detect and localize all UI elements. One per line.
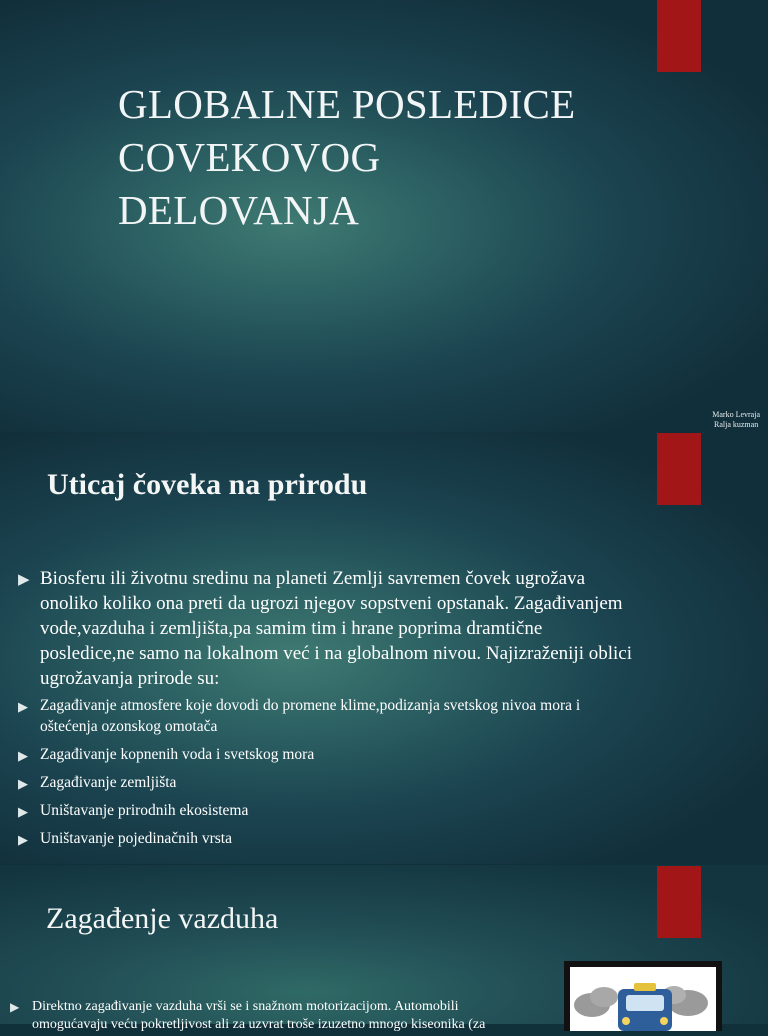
slide-heading: Uticaj čoveka na prirodu [47, 468, 368, 501]
slide-uticaj [0, 432, 768, 864]
bullet-text: Zagađivanje atmosfere koje dovodi do promene klime,podizanja svetskog nivoa mora i oštećenja ozonskog omotača [40, 697, 581, 735]
author-name: Ralja kuzman [714, 420, 759, 429]
slide-zagadjenje-vazduha [0, 865, 768, 1032]
title-line: COVEKOVOG [118, 134, 381, 180]
car-illustration-icon [570, 967, 716, 1031]
bullet-text: Uništavanje pojedinačnih vrsta [40, 830, 232, 847]
bullet-text: Biosferu ili životnu sredinu na planeti Zemlji savremen čovek ugrožava onoliko koliko ona preti da ugrozi njegov sopstveni opstanak. Zagađivanjem vode,vazduha i zemljišta,pa samim tim i hrane poprima dramtične posledice,ne samo na lokalnom već i na globalnom nivou. Najizraženiji oblici ugrožavanja prirode su: [40, 568, 632, 689]
triangle-bullet-icon: ▶ [18, 776, 28, 791]
list-item [18, 695, 638, 737]
slide-title [0, 0, 768, 432]
list-item [10, 998, 510, 1034]
bullet-text: Uništavanje prirodnih ekosistema [40, 802, 249, 819]
author-name: Marko Levraja [712, 410, 760, 419]
car-smoke-illustration [564, 961, 722, 1031]
bullet-list [10, 998, 510, 1034]
triangle-bullet-icon: ▶ [18, 572, 30, 588]
red-accent-bar [657, 0, 701, 72]
list-item [18, 800, 638, 821]
triangle-bullet-icon: ▶ [10, 1000, 20, 1014]
list-item [18, 828, 638, 849]
sub-bullet-list [18, 695, 638, 856]
list-item [18, 744, 638, 765]
bullet-text: Direktno zagađivanje vazduha vrši se i snažnom motorizacijom. Automobili omogućavaju veću pokretljivost ali za uzvrat troše izuzetno mnogo kiseonika (za [32, 999, 486, 1032]
title-line: DELOVANJA [118, 187, 360, 233]
authors [712, 410, 760, 430]
slide-heading: Zagađenje vazduha [46, 902, 279, 935]
bullet-text: Zagađivanje zemljišta [40, 774, 177, 791]
red-accent-bar [657, 866, 701, 938]
triangle-bullet-icon: ▶ [18, 804, 28, 819]
triangle-bullet-icon: ▶ [18, 748, 28, 763]
main-bullet-list [18, 566, 638, 691]
title-line: GLOBALNE POSLEDICE [118, 81, 576, 127]
red-accent-bar [657, 433, 701, 505]
triangle-bullet-icon: ▶ [18, 832, 28, 847]
list-item [18, 772, 638, 793]
list-item [18, 566, 638, 691]
presentation-title [118, 78, 678, 237]
triangle-bullet-icon: ▶ [18, 699, 28, 714]
bullet-text: Zagađivanje kopnenih voda i svetskog mora [40, 746, 315, 763]
